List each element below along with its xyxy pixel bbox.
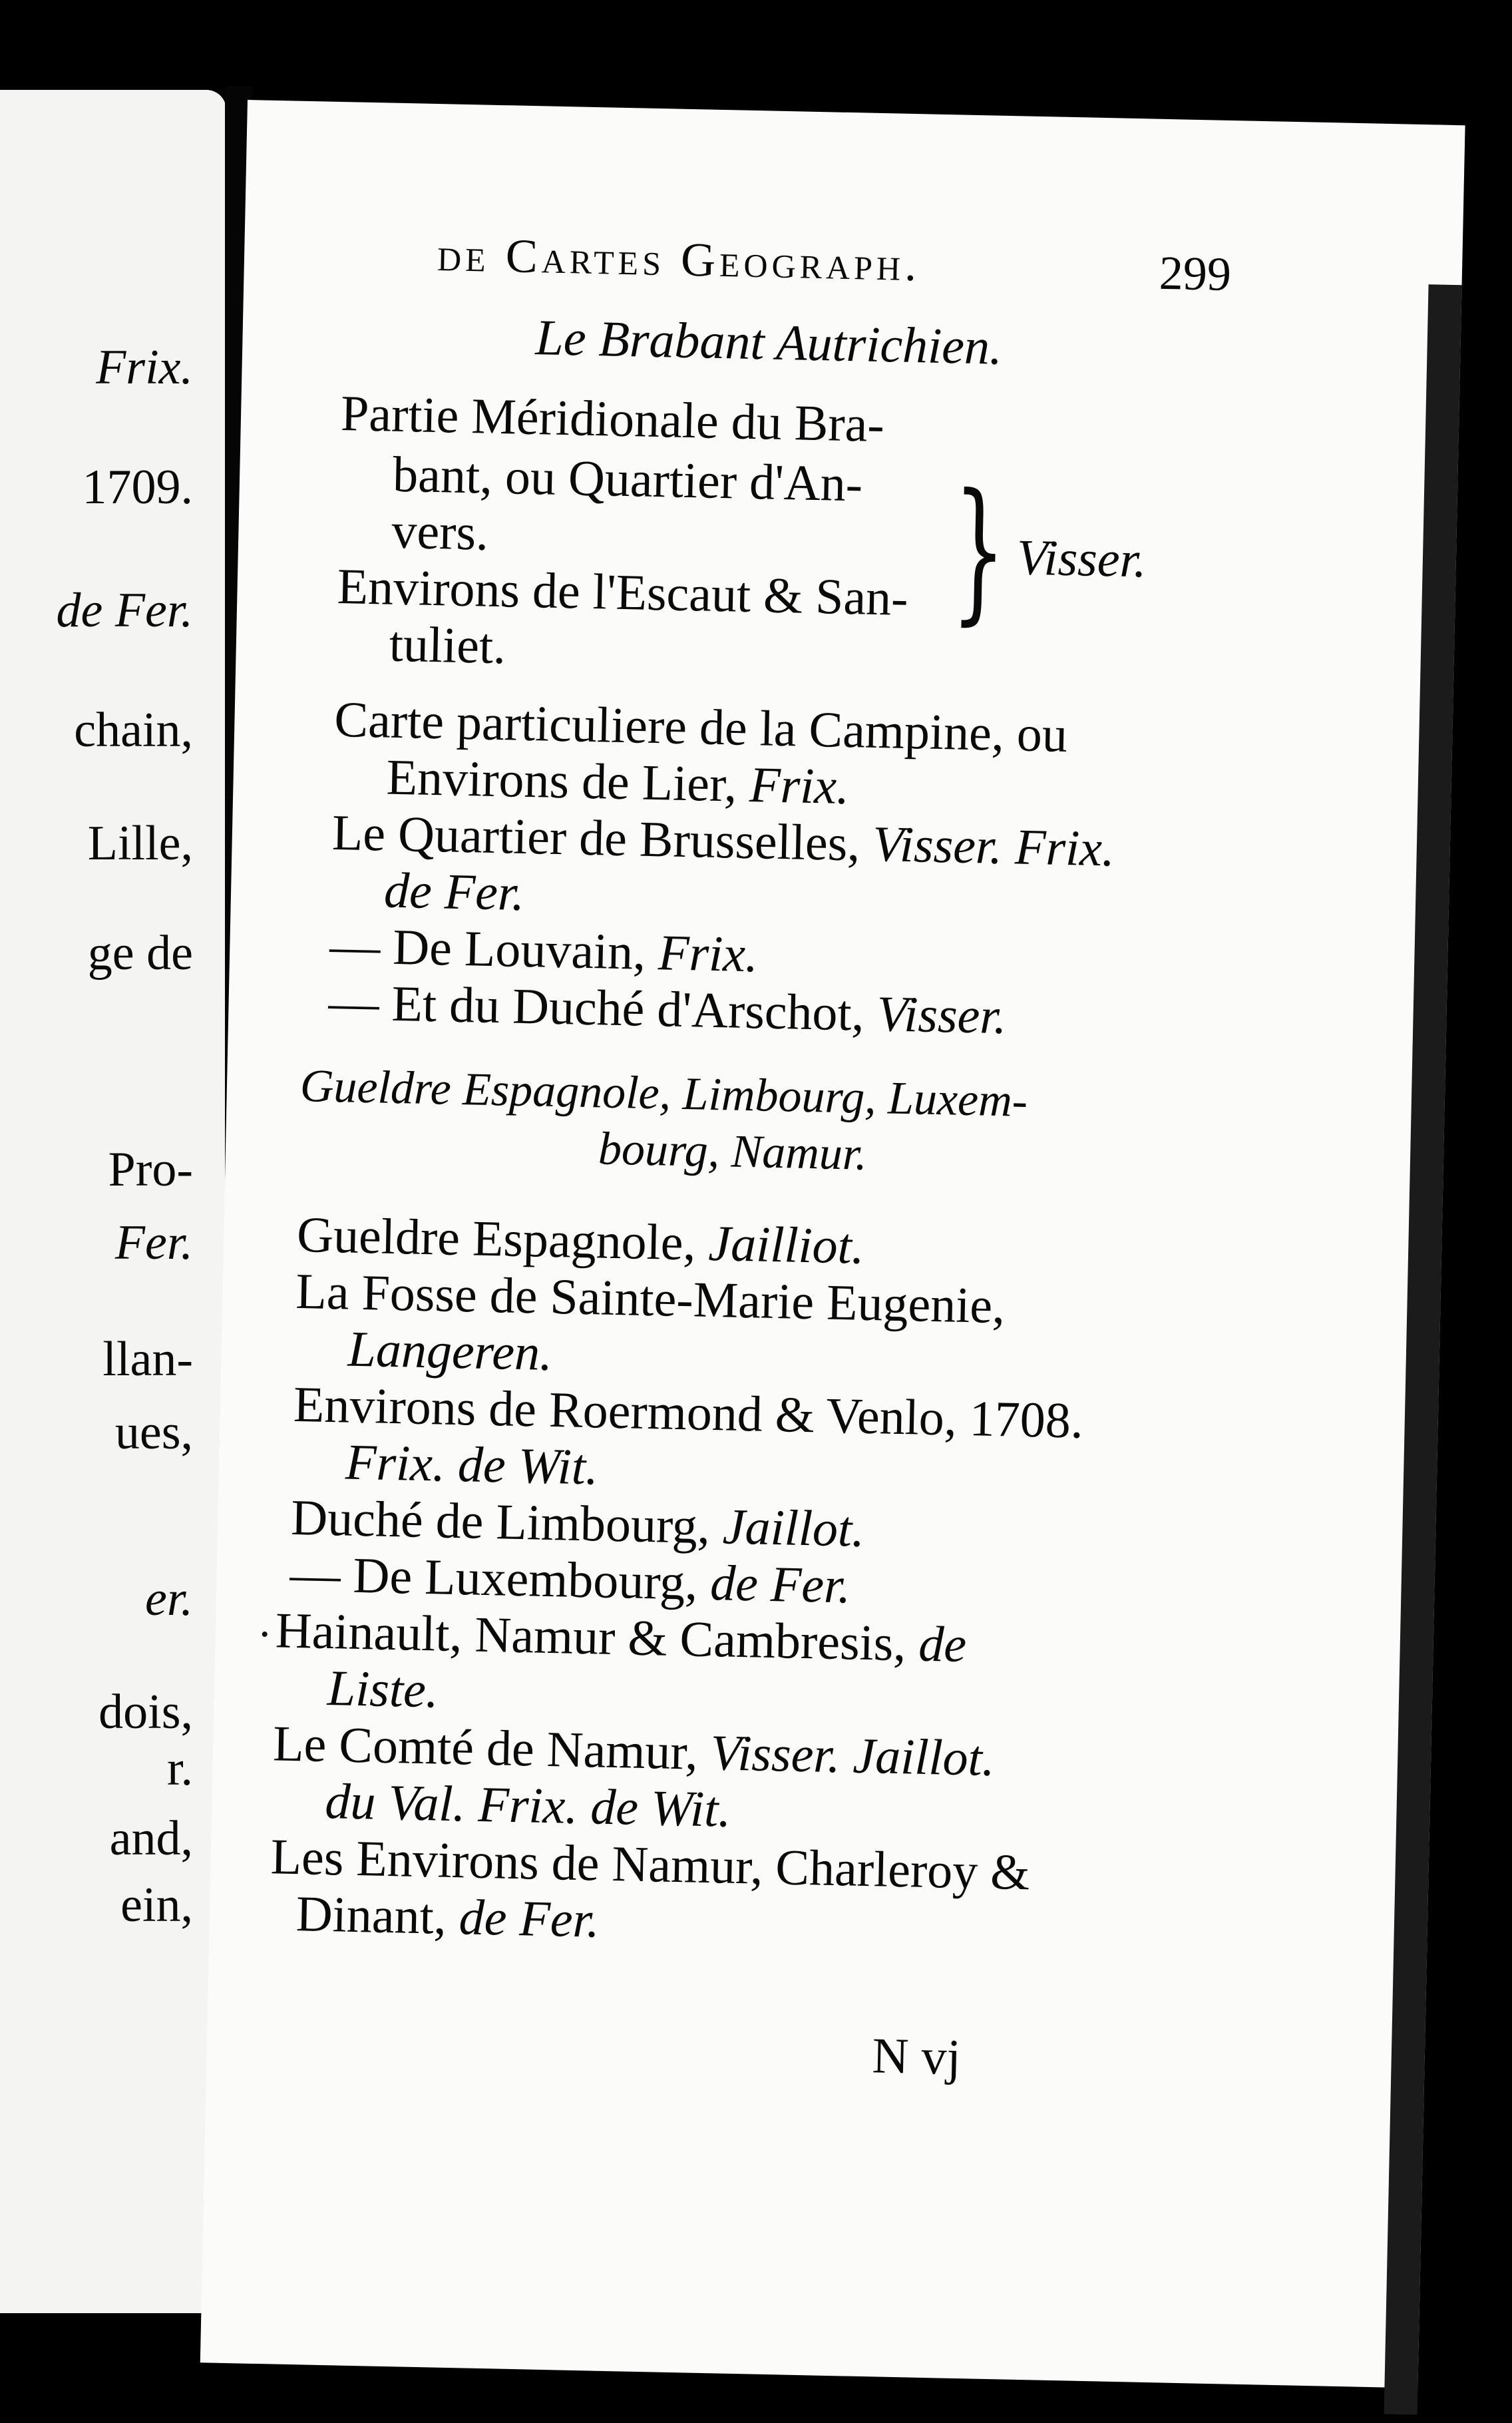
entry-text: Dinant, xyxy=(295,1886,460,1946)
section-title: Gueldre Espagnole, Limbourg, Luxem- xyxy=(299,1060,1028,1127)
left-page-fragment: ein, xyxy=(120,1878,193,1932)
section-title: Le Brabant Autrichien. xyxy=(534,310,1003,375)
entry-line xyxy=(295,1888,600,1946)
entry-line: tuliet. xyxy=(389,616,506,675)
entry-author: de Fer. xyxy=(709,1555,852,1614)
entry-author: du Val. Frix. de Wit. xyxy=(324,1773,732,1838)
entry-author: Frix. xyxy=(658,925,759,983)
left-page-fragment: Pro- xyxy=(108,1142,193,1197)
left-page-fragment: de Fer. xyxy=(56,583,193,638)
left-page-fragment: er. xyxy=(145,1572,193,1626)
left-page-fragment: ues, xyxy=(114,1405,193,1460)
entry-line: Les Environs de Namur, Charleroy & xyxy=(270,1829,1031,1901)
right-page xyxy=(200,100,1465,2388)
entry-line: Partie Méridionale du Bra- xyxy=(340,385,885,453)
entry-line: Environs de Roermond & Venlo, 1708. xyxy=(293,1376,1084,1449)
entry-line: Environs de l'Escaut & San- xyxy=(336,558,909,626)
entry-line xyxy=(296,1206,865,1275)
entry-line xyxy=(289,1546,852,1614)
entry-author: Frix. de Wit. xyxy=(345,1434,599,1496)
entry-text: — Et du Duché d'Arschot, xyxy=(327,974,878,1042)
running-header: de Cartes Geograph. xyxy=(437,228,922,292)
entry-author: Visser. Jaillot. xyxy=(709,1725,996,1787)
entry-author: Jailliot. xyxy=(707,1215,865,1275)
grouping-brace: } xyxy=(950,461,1008,640)
left-page-fragment: chain, xyxy=(74,703,193,758)
entry-line: Carte particuliere de la Campine, ou xyxy=(333,691,1068,763)
page-content xyxy=(200,100,1465,2388)
left-page-fragment: 1709. xyxy=(82,460,193,515)
page-number: 299 xyxy=(1159,246,1232,301)
entry-line xyxy=(290,1489,865,1558)
left-page-fragment: llan- xyxy=(102,1332,193,1387)
entry-author: Visser. xyxy=(876,986,1008,1045)
entry-author: Frix. xyxy=(749,757,850,815)
entry-author: Visser. Frix. xyxy=(872,815,1115,877)
entry-text: — De Luxembourg, xyxy=(289,1546,711,1612)
left-page-fragment: ge de xyxy=(87,926,193,981)
entry-line xyxy=(329,917,759,983)
left-page xyxy=(0,90,226,2313)
entry-line xyxy=(274,1602,967,1673)
left-page-fragment: Lille, xyxy=(87,816,193,871)
brace-author: Visser. xyxy=(1016,529,1147,588)
left-page-fragment: and, xyxy=(109,1811,193,1866)
left-page-fragment: Fer. xyxy=(114,1215,193,1270)
entry-line: vers. xyxy=(391,503,489,561)
entry-text: Duché de Limbourg, xyxy=(290,1489,723,1555)
entry-line xyxy=(327,974,1008,1045)
entry-text: — De Louvain, xyxy=(329,917,660,981)
entry-author: de Fer. xyxy=(458,1889,600,1948)
left-page-fragment: dois, xyxy=(98,1685,193,1739)
signature-mark: N vj xyxy=(871,2028,962,2086)
entry-author: Langeren. xyxy=(347,1321,554,1381)
entry-line xyxy=(385,749,850,815)
entry-line: bant, ou Quartier d'An- xyxy=(392,446,863,513)
entry-text: Environs de Lier, xyxy=(385,749,751,813)
entry-author: Jaillot. xyxy=(722,1498,865,1558)
left-page-fragment: r. xyxy=(166,1741,193,1796)
entry-author: de Fer. xyxy=(383,862,526,921)
ink-dot xyxy=(262,1632,268,1637)
left-page-fragment: Frix. xyxy=(96,340,193,395)
entry-line: La Fosse de Sainte-Marie Eugenie, xyxy=(295,1263,1006,1335)
section-title: bourg, Namur. xyxy=(598,1123,868,1180)
entry-text: Hainault, Namur & Cambresis, xyxy=(274,1602,920,1672)
entry-author: de xyxy=(918,1616,967,1673)
entry-text: Le Comté de Namur, xyxy=(272,1715,711,1781)
entry-author: Liste. xyxy=(327,1660,439,1719)
entry-text: Gueldre Espagnole, xyxy=(296,1206,709,1271)
entry-text: Le Quartier de Brusselles, xyxy=(331,804,874,872)
